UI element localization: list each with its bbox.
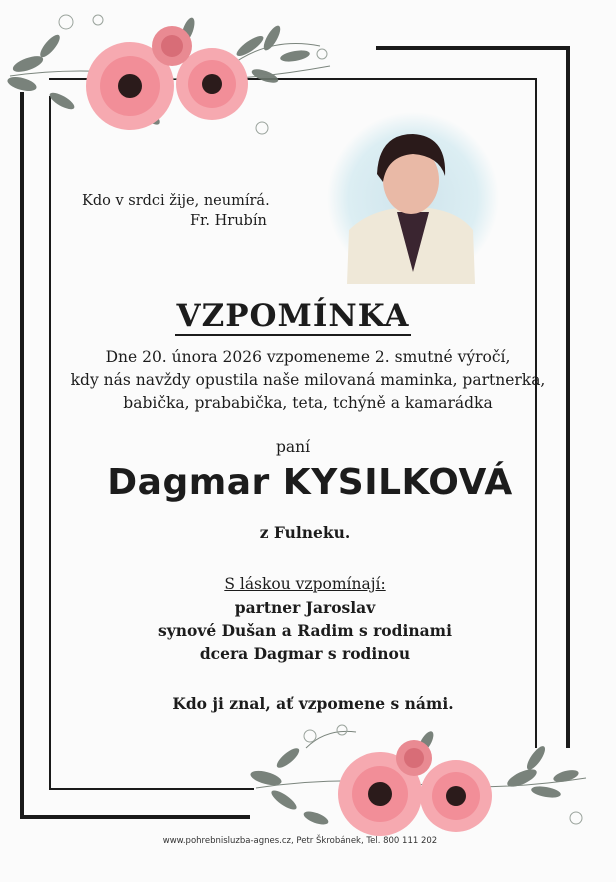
mourner-line: synové Dušan a Radim s rodinami [158,621,452,640]
mourners-heading: S láskou vzpomínají: [224,575,386,593]
frame-outer-top [376,46,570,50]
floral-decoration-top-left [0,6,350,141]
closing-line: Kdo ji znal, ať vzpomene s námi. [172,694,454,713]
frame-outer-bottom [20,815,250,819]
frame-inner-bottom [49,788,254,790]
quote-text: Kdo v srdci žije, neumírá. [82,193,270,209]
announcement-line: kdy nás navždy opustila naše milovaná maminka, partnerka, [70,371,546,389]
quote [82,191,282,231]
floral-decoration-bottom-right [246,718,596,838]
title-text: VZPOMÍNKA [176,298,410,334]
origin: z Fulneku. [259,523,351,542]
announcement-text [30,346,586,415]
announcement-line: babička, prababička, teta, tchýně a kamarádka [123,394,493,412]
honorific: paní [275,438,311,456]
mourner-line: dcera Dagmar s rodinou [199,644,411,663]
quote-author: Fr. Hrubín [190,213,267,229]
announcement-line: Dne 20. února 2026 vzpomeneme 2. smutné výročí, [105,348,511,366]
title [0,298,586,334]
mourner-line: partner Jaroslav [234,598,376,617]
deceased-name: Dagmar KYSILKOVÁ [107,462,513,503]
portrait-photo [327,112,499,284]
footer-contact: www.pohrebnisluzba-agnes.cz, Petr Škrobánek, Tel. 800 111 202 [162,836,438,846]
mourners [0,573,610,665]
